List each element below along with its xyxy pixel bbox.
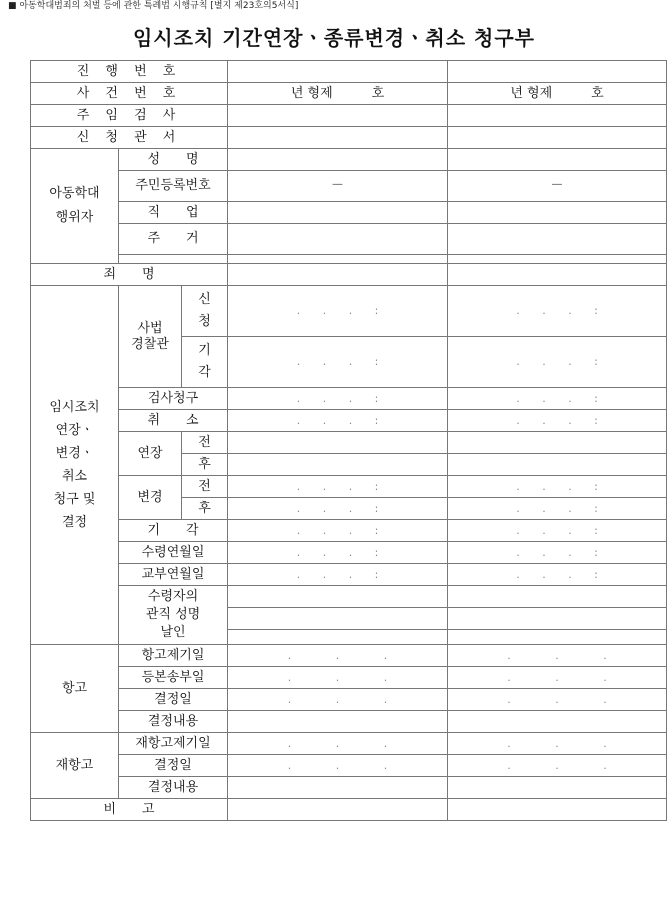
label-decision-date: 결정일 [119, 689, 228, 711]
rrn-cell: － [228, 171, 448, 202]
date-time-field: . . . : [448, 286, 667, 337]
prosecutor-cell [228, 105, 448, 127]
label-remarks: 비 고 [31, 799, 228, 821]
date-time-field: . . . : [228, 542, 448, 564]
recipient-cell [228, 608, 448, 630]
applying-office-cell [228, 127, 448, 149]
label-prosecutor: 주 임 검 사 [31, 105, 228, 127]
date-field: . . . [228, 689, 448, 711]
form-reference-note: ■ 아동학대범죄의 처벌 등에 관한 특례법 시행규칙 [별지 제23호의5서식] [8, 1, 299, 11]
request-register-table [30, 60, 667, 821]
label-delivery-date: 교부연월일 [119, 564, 228, 586]
case-number-cell: 년 형제 호 [228, 83, 448, 105]
name-cell [448, 149, 667, 171]
date-field: . . . [448, 645, 667, 667]
date-field: . . . [448, 667, 667, 689]
rrn-cell: － [448, 171, 667, 202]
recipient-cell [448, 586, 667, 608]
label-copy-date: 등본송부일 [119, 667, 228, 689]
date-field: . . . [448, 733, 667, 755]
label-extend-before: 전 [182, 432, 228, 454]
label-name: 성 명 [119, 149, 228, 171]
decision-content-cell [448, 711, 667, 733]
crime-cell [228, 264, 448, 286]
date-time-field: . . . : [448, 564, 667, 586]
dismiss-v-text: 기 각 [198, 343, 211, 380]
prosecutor-cell [448, 105, 667, 127]
applying-office-cell [448, 127, 667, 149]
extend-after-cell [228, 454, 448, 476]
remarks-cell [228, 799, 448, 821]
occupation-cell [228, 202, 448, 224]
label-extend-after: 후 [182, 454, 228, 476]
label-extend: 연장 [119, 432, 182, 476]
date-time-field: . . . : [228, 388, 448, 410]
recipient-cell [228, 586, 448, 608]
label-recipient [119, 586, 228, 645]
date-time-field: . . . : [448, 498, 667, 520]
label-prosecutor-request: 검사청구 [119, 388, 228, 410]
label-applying-office: 신 청 관 서 [31, 127, 228, 149]
date-time-field: . . . : [228, 498, 448, 520]
offender-group-text: 아동학대 행위자 [49, 186, 100, 225]
label-change: 변경 [119, 476, 182, 520]
offender-spacer [228, 255, 448, 264]
date-time-field: . . . : [448, 542, 667, 564]
date-time-field: . . . : [448, 388, 667, 410]
label-rrn: 주민등록번호 [119, 171, 228, 202]
label-decision-content: 결정내용 [119, 711, 228, 733]
date-time-field: . . . : [228, 286, 448, 337]
label-reappeal-decision-content: 결정내용 [119, 777, 228, 799]
date-time-field: . . . : [448, 337, 667, 388]
date-field: . . . [228, 755, 448, 777]
recipient-cell [448, 630, 667, 645]
name-cell [228, 149, 448, 171]
label-dismiss-police [182, 337, 228, 388]
extend-before-cell [228, 432, 448, 454]
crime-cell [448, 264, 667, 286]
occupation-cell [448, 202, 667, 224]
address-cell [448, 224, 667, 255]
date-time-field: . . . : [228, 520, 448, 542]
recipient-cell [448, 608, 667, 630]
extend-after-cell [448, 454, 667, 476]
label-reappeal-date: 재항고제기일 [119, 733, 228, 755]
extend-before-cell [448, 432, 667, 454]
label-appeal-date: 항고제기일 [119, 645, 228, 667]
label-offender-group [31, 149, 119, 264]
label-apply [182, 286, 228, 337]
label-change-after: 후 [182, 498, 228, 520]
date-time-field: . . . : [448, 476, 667, 498]
date-field: . . . [228, 733, 448, 755]
case-number-cell: 년 형제 호 [448, 83, 667, 105]
date-time-field: . . . : [228, 476, 448, 498]
request-group-text: 임시조치 연장ㆍ 변경ㆍ 취소 청구 및 결정 [49, 400, 100, 530]
police-text: 사법 경찰관 [131, 320, 169, 352]
progress-number-cell [228, 61, 448, 83]
recipient-text: 수령자의 관직 성명 날인 [145, 589, 201, 640]
address-cell [228, 224, 448, 255]
label-police [119, 286, 182, 388]
offender-spacer [448, 255, 667, 264]
date-time-field: . . . : [228, 337, 448, 388]
label-reappeal-decision-date: 결정일 [119, 755, 228, 777]
label-cancel: 취 소 [119, 410, 228, 432]
label-address: 주 거 [119, 224, 228, 255]
recipient-cell [228, 630, 448, 645]
label-reappeal: 재항고 [31, 733, 119, 799]
reappeal-content-cell [448, 777, 667, 799]
date-time-field: . . . : [228, 564, 448, 586]
decision-content-cell [228, 711, 448, 733]
date-time-field: . . . : [448, 520, 667, 542]
apply-text: 신 청 [198, 292, 211, 329]
label-crime: 죄 명 [31, 264, 228, 286]
date-time-field: . . . : [448, 410, 667, 432]
date-field: . . . [448, 689, 667, 711]
label-appeal: 항고 [31, 645, 119, 733]
date-time-field: . . . : [228, 410, 448, 432]
label-progress-number: 진 행 번 호 [31, 61, 228, 83]
label-request-group [31, 286, 119, 645]
date-field: . . . [228, 645, 448, 667]
label-dismiss: 기 각 [119, 520, 228, 542]
date-field: . . . [448, 755, 667, 777]
date-field: . . . [228, 667, 448, 689]
progress-number-cell [448, 61, 667, 83]
label-receipt-date: 수령연월일 [119, 542, 228, 564]
reappeal-content-cell [228, 777, 448, 799]
offender-spacer [119, 255, 228, 264]
form-title: 임시조치 기간연장ㆍ종류변경ㆍ취소 청구부 [132, 26, 535, 50]
label-occupation: 직 업 [119, 202, 228, 224]
label-case-number: 사 건 번 호 [31, 83, 228, 105]
remarks-cell [448, 799, 667, 821]
label-change-before: 전 [182, 476, 228, 498]
